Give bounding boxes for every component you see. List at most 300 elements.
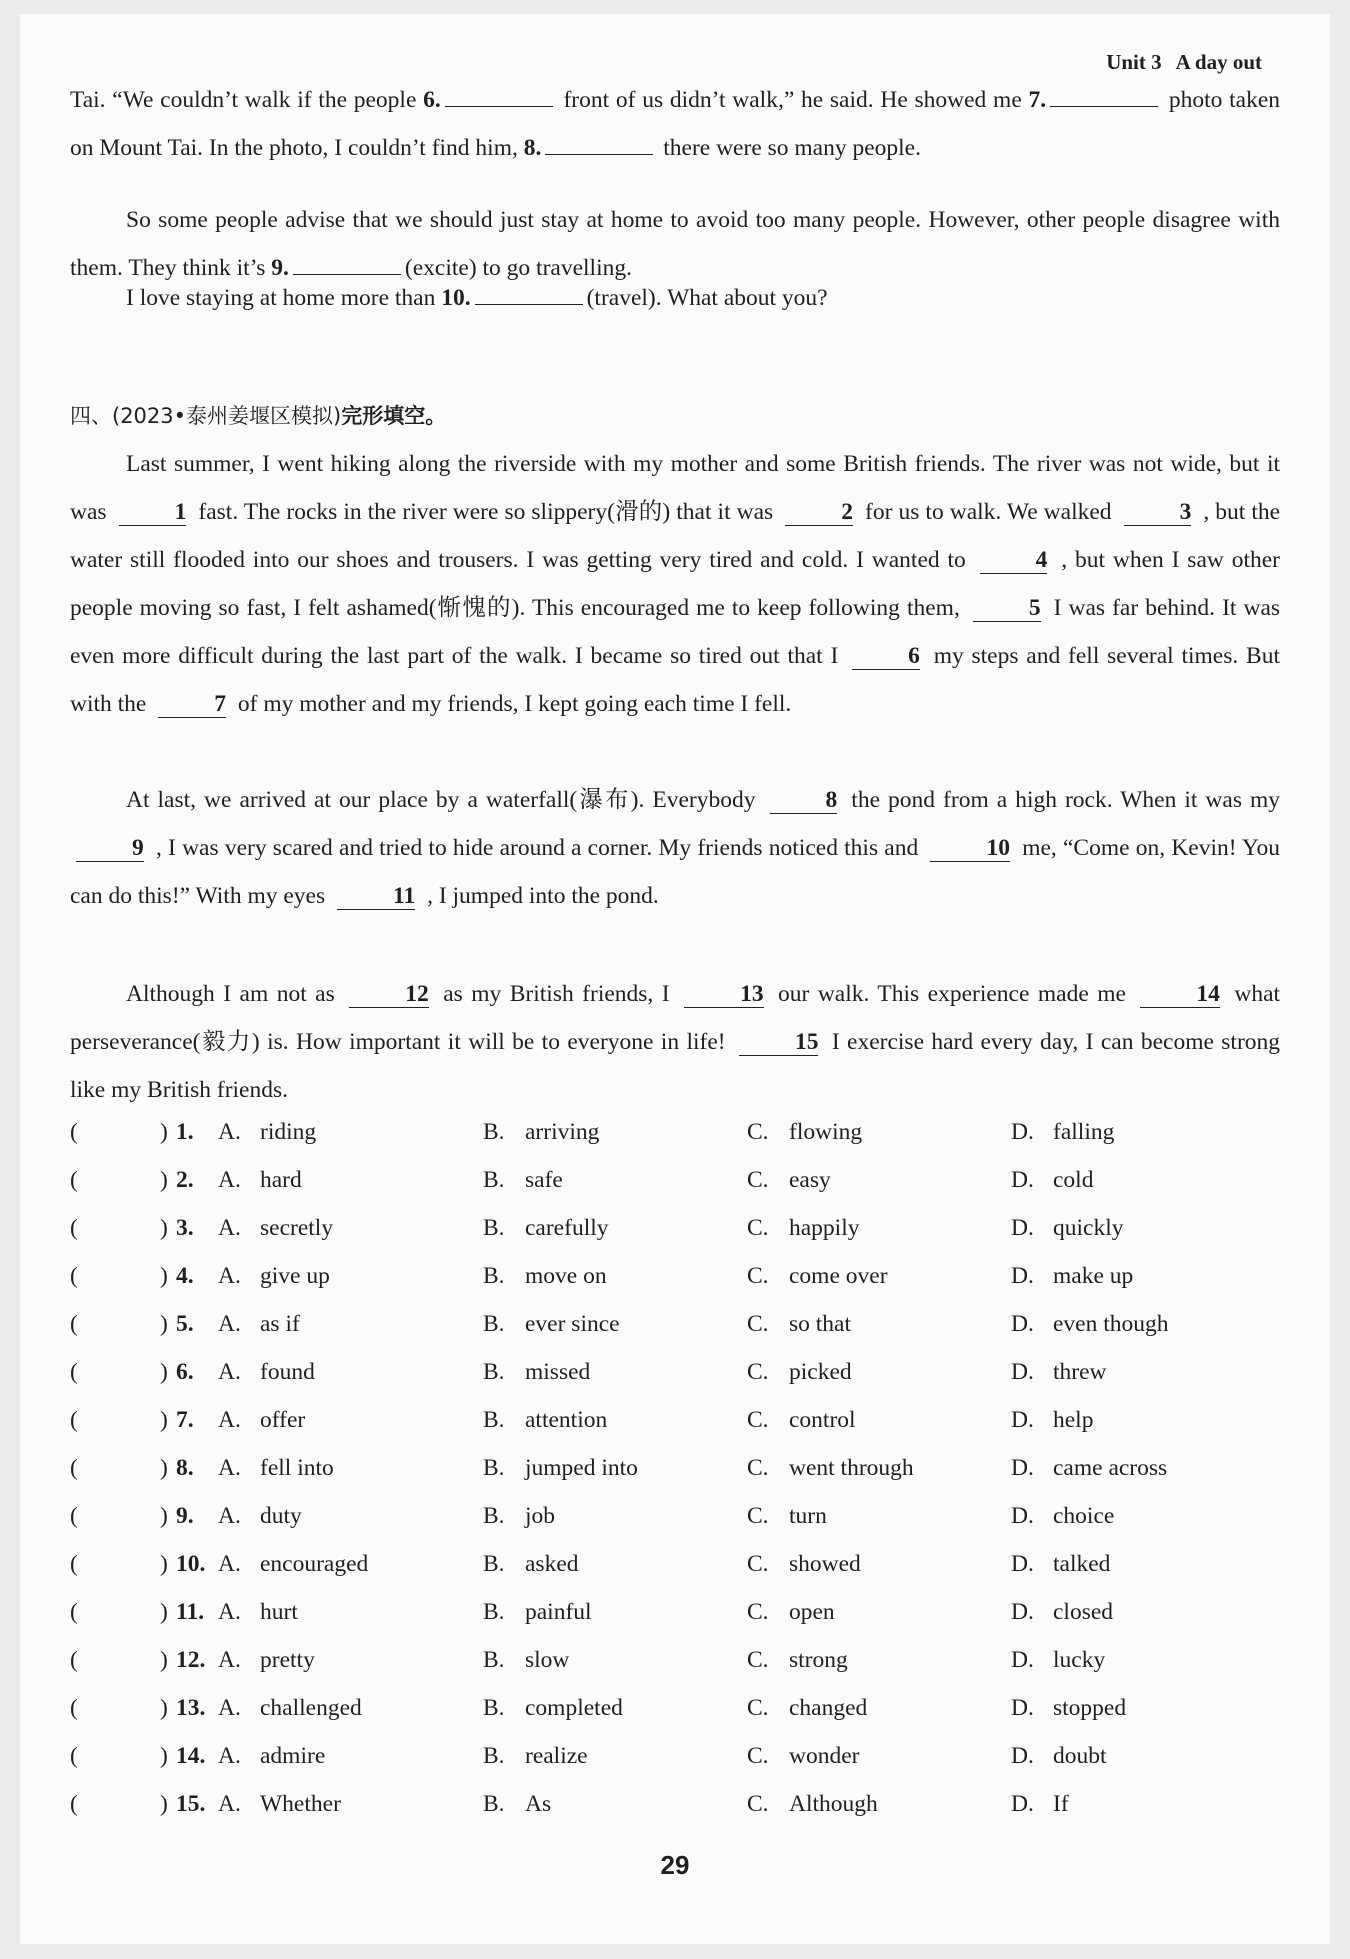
option-c[interactable] xyxy=(747,1252,888,1300)
option-letter: C. xyxy=(747,1551,769,1577)
answer-paren-right: ) xyxy=(160,1599,168,1625)
option-d[interactable] xyxy=(1011,1156,1093,1204)
answer-paren-right: ) xyxy=(160,1791,168,1817)
unit-label: Unit 3 xyxy=(1106,50,1162,74)
blank-number: 9. xyxy=(271,255,289,281)
option-c[interactable] xyxy=(747,1204,860,1252)
option-a[interactable] xyxy=(218,1396,305,1444)
option-text: came across xyxy=(1053,1455,1168,1481)
cloze-paragraph-1 xyxy=(70,440,1280,728)
option-letter: C. xyxy=(747,1167,769,1193)
option-text: Whether xyxy=(260,1791,341,1817)
option-text: open xyxy=(789,1599,835,1625)
question-number: 12. xyxy=(176,1647,206,1673)
option-text: ever since xyxy=(525,1311,620,1337)
option-text: admire xyxy=(260,1743,326,1769)
option-b[interactable] xyxy=(483,1252,607,1300)
option-b[interactable] xyxy=(483,1540,579,1588)
option-text: offer xyxy=(260,1407,306,1433)
passage-text: our walk. This experience made me xyxy=(778,981,1126,1007)
option-letter: A. xyxy=(218,1263,241,1289)
option-text: flowing xyxy=(789,1119,863,1145)
option-b[interactable] xyxy=(483,1156,563,1204)
option-b[interactable] xyxy=(483,1108,599,1156)
question-number: 13. xyxy=(176,1695,206,1721)
answer-paren-right: ) xyxy=(160,1311,168,1337)
option-b[interactable] xyxy=(483,1492,555,1540)
option-d[interactable] xyxy=(1011,1444,1167,1492)
option-d[interactable] xyxy=(1011,1780,1069,1828)
cloze-blank-14[interactable]: 14 xyxy=(1140,981,1220,1008)
option-b[interactable] xyxy=(483,1348,590,1396)
passage-text: me, “Come on, Kevin! You can do this!” With my eyes xyxy=(70,835,1281,909)
option-text: showed xyxy=(789,1551,861,1577)
passage-text: I exercise hard every day, I can become strong like my British friends. xyxy=(70,1029,1281,1103)
option-text: closed xyxy=(1053,1599,1114,1625)
option-text: As xyxy=(525,1791,552,1817)
option-d[interactable] xyxy=(1011,1684,1126,1732)
option-d[interactable] xyxy=(1011,1396,1093,1444)
option-text: lucky xyxy=(1053,1647,1106,1673)
option-text: stopped xyxy=(1053,1695,1127,1721)
option-letter: D. xyxy=(1011,1503,1034,1529)
answer-paren-left[interactable]: ( xyxy=(70,1743,78,1769)
option-letter: D. xyxy=(1011,1791,1034,1817)
option-row xyxy=(70,1732,1290,1780)
answer-blank-6[interactable] xyxy=(445,84,553,107)
option-letter: B. xyxy=(483,1791,505,1817)
question-number: 9. xyxy=(176,1503,194,1529)
option-text: If xyxy=(1053,1791,1069,1817)
cloze-blank-13[interactable]: 13 xyxy=(684,981,764,1008)
answer-paren-right: ) xyxy=(160,1695,168,1721)
question-number: 2. xyxy=(176,1167,194,1193)
option-letter: A. xyxy=(218,1215,241,1241)
option-letter: D. xyxy=(1011,1167,1034,1193)
cloze-blank-4[interactable]: 4 xyxy=(980,547,1048,574)
option-letter: A. xyxy=(218,1119,241,1145)
option-text: happily xyxy=(789,1215,860,1241)
option-letter: D. xyxy=(1011,1311,1034,1337)
option-letter: B. xyxy=(483,1695,505,1721)
option-text: asked xyxy=(525,1551,579,1577)
option-text: strong xyxy=(789,1647,848,1673)
option-text: quickly xyxy=(1053,1215,1124,1241)
option-letter: D. xyxy=(1011,1647,1034,1673)
option-a[interactable] xyxy=(218,1348,315,1396)
option-a[interactable] xyxy=(218,1588,298,1636)
option-d[interactable] xyxy=(1011,1732,1107,1780)
option-text: safe xyxy=(525,1167,563,1193)
question-number: 14. xyxy=(176,1743,206,1769)
answer-paren-right: ) xyxy=(160,1263,168,1289)
option-row xyxy=(70,1204,1290,1252)
answer-paren-right: ) xyxy=(160,1167,168,1193)
option-text: realize xyxy=(525,1743,588,1769)
question-number: 10. xyxy=(176,1551,206,1577)
option-d[interactable] xyxy=(1011,1348,1107,1396)
option-text: riding xyxy=(260,1119,317,1145)
option-text: hard xyxy=(260,1167,302,1193)
option-letter: C. xyxy=(747,1407,769,1433)
option-letter: B. xyxy=(483,1119,505,1145)
option-d[interactable] xyxy=(1011,1588,1113,1636)
question-number: 15. xyxy=(176,1791,206,1817)
option-letter: A. xyxy=(218,1167,241,1193)
text: (travel). What about you? xyxy=(586,285,828,311)
option-letter: C. xyxy=(747,1647,769,1673)
answer-paren-right: ) xyxy=(160,1743,168,1769)
option-text: move on xyxy=(525,1263,607,1289)
option-letter: B. xyxy=(483,1743,505,1769)
option-letter: A. xyxy=(218,1791,241,1817)
option-text: wonder xyxy=(789,1743,860,1769)
answer-paren-left[interactable]: ( xyxy=(70,1791,78,1817)
option-letter: A. xyxy=(218,1695,241,1721)
option-letter: D. xyxy=(1011,1599,1034,1625)
option-c[interactable] xyxy=(747,1348,852,1396)
passage-text: fast. The rocks in the river were so slippery(滑的) that it was xyxy=(198,499,774,525)
option-b[interactable] xyxy=(483,1780,551,1828)
cloze-blank-6[interactable]: 6 xyxy=(852,643,920,670)
option-row xyxy=(70,1252,1290,1300)
option-row xyxy=(70,1300,1290,1348)
option-letter: A. xyxy=(218,1551,241,1577)
passage-text: , but the water still flooded into our shoes and trousers. I was getting very tired and cold. I wanted to xyxy=(70,499,1281,573)
option-text: pretty xyxy=(260,1647,315,1673)
option-text: help xyxy=(1053,1407,1094,1433)
option-row xyxy=(70,1636,1290,1684)
option-letter: A. xyxy=(218,1311,241,1337)
section-label: 四、(2023•泰州姜堰区模拟) xyxy=(70,404,342,428)
option-letter: B. xyxy=(483,1167,505,1193)
answer-paren-right: ) xyxy=(160,1407,168,1433)
option-letter: C. xyxy=(747,1791,769,1817)
option-letter: A. xyxy=(218,1743,241,1769)
answer-paren-left[interactable]: ( xyxy=(70,1311,78,1337)
option-b[interactable] xyxy=(483,1636,569,1684)
option-text: duty xyxy=(260,1503,302,1529)
option-text: encouraged xyxy=(260,1551,369,1577)
option-d[interactable] xyxy=(1011,1636,1105,1684)
option-letter: A. xyxy=(218,1599,241,1625)
option-row xyxy=(70,1444,1290,1492)
option-letter: D. xyxy=(1011,1359,1034,1385)
option-row xyxy=(70,1492,1290,1540)
option-letter: C. xyxy=(747,1743,769,1769)
option-row xyxy=(70,1108,1290,1156)
cloze-blank-11[interactable]: 11 xyxy=(337,883,415,910)
option-letter: C. xyxy=(747,1263,769,1289)
answer-blank-8[interactable] xyxy=(545,132,653,155)
option-letter: D. xyxy=(1011,1743,1034,1769)
question-number: 4. xyxy=(176,1263,194,1289)
answer-paren-right: ) xyxy=(160,1119,168,1145)
option-text: job xyxy=(525,1503,556,1529)
option-letter: D. xyxy=(1011,1263,1034,1289)
option-letter: B. xyxy=(483,1503,505,1529)
passage-text: , but when I saw other people moving so fast, I felt ashamed(惭愧的). This encouraged me to keep following them, xyxy=(70,547,1280,621)
option-row xyxy=(70,1156,1290,1204)
option-text: challenged xyxy=(260,1695,362,1721)
answer-paren-left[interactable]: ( xyxy=(70,1263,78,1289)
answer-paren-right: ) xyxy=(160,1455,168,1481)
answer-paren-left[interactable]: ( xyxy=(70,1167,78,1193)
option-text: arriving xyxy=(525,1119,600,1145)
passage-text: I was far behind. It was even more difficult during the last part of the walk. I became so tired out that I xyxy=(70,595,1281,669)
option-a[interactable] xyxy=(218,1252,330,1300)
answer-paren-left[interactable]: ( xyxy=(70,1503,78,1529)
option-c[interactable] xyxy=(747,1780,878,1828)
answer-paren-right: ) xyxy=(160,1215,168,1241)
option-d[interactable] xyxy=(1011,1108,1114,1156)
answer-blank-10[interactable] xyxy=(475,282,583,305)
cloze-blank-3[interactable]: 3 xyxy=(1124,499,1192,526)
option-letter: A. xyxy=(218,1359,241,1385)
option-letter: D. xyxy=(1011,1695,1034,1721)
option-c[interactable] xyxy=(747,1156,831,1204)
option-letter: B. xyxy=(483,1599,505,1625)
option-letter: A. xyxy=(218,1647,241,1673)
option-letter: C. xyxy=(747,1599,769,1625)
option-letter: B. xyxy=(483,1455,505,1481)
option-a[interactable] xyxy=(218,1204,333,1252)
option-c[interactable] xyxy=(747,1396,856,1444)
option-d[interactable] xyxy=(1011,1492,1114,1540)
text: I love staying at home more than xyxy=(126,285,442,311)
option-b[interactable] xyxy=(483,1684,623,1732)
passage-text: , I jumped into the pond. xyxy=(427,883,659,909)
option-text: fell into xyxy=(260,1455,334,1481)
option-d[interactable] xyxy=(1011,1540,1110,1588)
option-letter: C. xyxy=(747,1119,769,1145)
option-letter: B. xyxy=(483,1359,505,1385)
option-letter: A. xyxy=(218,1503,241,1529)
option-row xyxy=(70,1348,1290,1396)
option-b[interactable] xyxy=(483,1444,638,1492)
option-letter: C. xyxy=(747,1359,769,1385)
option-text: hurt xyxy=(260,1599,298,1625)
text: photo taken on Mount Tai. In the photo, I couldn’t find him, xyxy=(70,87,1280,161)
option-c[interactable] xyxy=(747,1540,861,1588)
cloze-blank-5[interactable]: 5 xyxy=(973,595,1041,622)
option-text: cold xyxy=(1053,1167,1094,1193)
option-letter: C. xyxy=(747,1455,769,1481)
paragraph-love xyxy=(70,274,1280,322)
option-a[interactable] xyxy=(218,1108,316,1156)
option-text: even though xyxy=(1053,1311,1169,1337)
option-letter: C. xyxy=(747,1695,769,1721)
answer-paren-left[interactable]: ( xyxy=(70,1599,78,1625)
option-c[interactable] xyxy=(747,1636,848,1684)
option-letter: C. xyxy=(747,1503,769,1529)
option-row xyxy=(70,1588,1290,1636)
option-a[interactable] xyxy=(218,1300,300,1348)
option-letter: A. xyxy=(218,1407,241,1433)
option-text: secretly xyxy=(260,1215,334,1241)
option-letter: D. xyxy=(1011,1455,1034,1481)
answer-blank-7[interactable] xyxy=(1050,84,1158,107)
cloze-blank-1[interactable]: 1 xyxy=(119,499,187,526)
option-text: easy xyxy=(789,1167,831,1193)
passage-text: Last summer, I went hiking along the riverside with my mother and some British friends. The river was not wide, but it was xyxy=(70,451,1280,525)
option-text: changed xyxy=(789,1695,868,1721)
option-letter: D. xyxy=(1011,1407,1034,1433)
answer-paren-left[interactable]: ( xyxy=(70,1119,78,1145)
option-a[interactable] xyxy=(218,1636,315,1684)
answer-blank-9[interactable] xyxy=(293,252,401,275)
option-b[interactable] xyxy=(483,1300,620,1348)
option-c[interactable] xyxy=(747,1108,862,1156)
option-letter: B. xyxy=(483,1407,505,1433)
option-row xyxy=(70,1684,1290,1732)
question-number: 7. xyxy=(176,1407,194,1433)
option-d[interactable] xyxy=(1011,1204,1124,1252)
cloze-blank-12[interactable]: 12 xyxy=(349,981,429,1008)
option-c[interactable] xyxy=(747,1588,835,1636)
text: (excite) to go travelling. xyxy=(404,255,632,281)
option-text: turn xyxy=(789,1503,827,1529)
option-text: Although xyxy=(789,1791,878,1817)
passage-text: as my British friends, I xyxy=(443,981,670,1007)
option-a[interactable] xyxy=(218,1732,325,1780)
option-c[interactable] xyxy=(747,1300,851,1348)
option-text: picked xyxy=(789,1359,852,1385)
option-text: carefully xyxy=(525,1215,609,1241)
option-a[interactable] xyxy=(218,1156,302,1204)
option-text: falling xyxy=(1053,1119,1115,1145)
answer-paren-left[interactable]: ( xyxy=(70,1551,78,1577)
option-text: control xyxy=(789,1407,856,1433)
option-row xyxy=(70,1780,1290,1828)
question-number: 6. xyxy=(176,1359,194,1385)
option-text: found xyxy=(260,1359,315,1385)
text: there were so many people. xyxy=(657,135,921,161)
cloze-paragraph-3 xyxy=(70,970,1280,1114)
option-letter: B. xyxy=(483,1647,505,1673)
option-b[interactable] xyxy=(483,1396,607,1444)
text: So some people advise that we should just stay at home to avoid too many people. However, other people disagree with them. They think it’s xyxy=(70,207,1280,281)
option-b[interactable] xyxy=(483,1588,592,1636)
section-title: 完形填空。 xyxy=(341,404,447,428)
cloze-blank-7[interactable]: 7 xyxy=(158,691,226,718)
page-header xyxy=(1106,50,1262,75)
answer-paren-left[interactable]: ( xyxy=(70,1647,78,1673)
question-number: 5. xyxy=(176,1311,194,1337)
option-a[interactable] xyxy=(218,1780,341,1828)
option-text: so that xyxy=(789,1311,852,1337)
option-letter: C. xyxy=(747,1215,769,1241)
option-c[interactable] xyxy=(747,1492,827,1540)
cloze-blank-10[interactable]: 10 xyxy=(930,835,1010,862)
option-letter: D. xyxy=(1011,1119,1034,1145)
answer-paren-right: ) xyxy=(160,1551,168,1577)
cloze-blank-2[interactable]: 2 xyxy=(785,499,853,526)
option-text: missed xyxy=(525,1359,591,1385)
option-text: choice xyxy=(1053,1503,1115,1529)
option-c[interactable] xyxy=(747,1444,914,1492)
question-number: 1. xyxy=(176,1119,194,1145)
option-text: doubt xyxy=(1053,1743,1107,1769)
option-text: jumped into xyxy=(525,1455,638,1481)
option-text: come over xyxy=(789,1263,888,1289)
option-c[interactable] xyxy=(747,1732,859,1780)
answer-paren-left[interactable]: ( xyxy=(70,1695,78,1721)
blank-number: 10. xyxy=(441,285,471,311)
option-d[interactable] xyxy=(1011,1252,1133,1300)
cloze-paragraph-2 xyxy=(70,776,1280,920)
text: Tai. “We couldn’t walk if the people xyxy=(70,87,424,113)
option-b[interactable] xyxy=(483,1204,609,1252)
option-row xyxy=(70,1540,1290,1588)
option-letter: D. xyxy=(1011,1215,1034,1241)
option-text: attention xyxy=(525,1407,608,1433)
blank-number: 8. xyxy=(523,135,542,161)
option-letter: B. xyxy=(483,1311,505,1337)
option-a[interactable] xyxy=(218,1492,302,1540)
option-d[interactable] xyxy=(1011,1300,1169,1348)
option-text: slow xyxy=(525,1647,570,1673)
question-number: 11. xyxy=(176,1599,205,1625)
page-number: 29 xyxy=(660,1850,690,1880)
option-letter: B. xyxy=(483,1215,505,1241)
option-text: threw xyxy=(1053,1359,1107,1385)
options-list xyxy=(70,1108,1290,1828)
option-a[interactable] xyxy=(218,1540,368,1588)
answer-paren-left[interactable]: ( xyxy=(70,1407,78,1433)
cloze-blank-9[interactable]: 9 xyxy=(76,835,144,862)
option-b[interactable] xyxy=(483,1732,588,1780)
passage-text: for us to walk. We walked xyxy=(865,499,1112,525)
option-text: give up xyxy=(260,1263,330,1289)
option-a[interactable] xyxy=(218,1444,334,1492)
answer-paren-right: ) xyxy=(160,1503,168,1529)
option-c[interactable] xyxy=(747,1684,867,1732)
blank-number: 6. xyxy=(423,87,441,113)
blank-number: 7. xyxy=(1028,87,1047,113)
option-text: talked xyxy=(1053,1551,1111,1577)
passage-text: the pond from a high rock. When it was my xyxy=(851,787,1281,813)
option-text: completed xyxy=(525,1695,623,1721)
cloze-blank-15[interactable]: 15 xyxy=(739,1029,819,1056)
option-text: painful xyxy=(525,1599,592,1625)
option-letter: A. xyxy=(218,1455,241,1481)
passage-text: what perseverance(毅力) is. How important it will be to everyone in life! xyxy=(70,981,1281,1055)
answer-paren-right: ) xyxy=(160,1359,168,1385)
unit-title: A day out xyxy=(1175,50,1262,74)
passage-text: my steps and fell several times. But with the xyxy=(70,643,1281,717)
answer-paren-right: ) xyxy=(160,1647,168,1673)
answer-paren-left[interactable]: ( xyxy=(70,1359,78,1385)
question-number: 8. xyxy=(176,1455,194,1481)
passage-text: of my mother and my friends, I kept going each time I fell. xyxy=(237,691,792,717)
answer-paren-left[interactable]: ( xyxy=(70,1455,78,1481)
option-row xyxy=(70,1396,1290,1444)
option-letter: D. xyxy=(1011,1551,1034,1577)
option-letter: B. xyxy=(483,1551,505,1577)
paragraph-continued xyxy=(70,76,1280,172)
option-letter: B. xyxy=(483,1263,505,1289)
answer-paren-left[interactable]: ( xyxy=(70,1215,78,1241)
passage-text: Although I am not as xyxy=(126,981,335,1007)
cloze-blank-8[interactable]: 8 xyxy=(770,787,838,814)
option-text: went through xyxy=(789,1455,914,1481)
passage-text: At last, we arrived at our place by a waterfall(瀑布). Everybody xyxy=(126,787,756,813)
section-heading xyxy=(70,396,446,436)
text: front of us didn’t walk,” he said. He showed me xyxy=(556,87,1029,113)
option-a[interactable] xyxy=(218,1684,362,1732)
question-number: 3. xyxy=(176,1215,194,1241)
